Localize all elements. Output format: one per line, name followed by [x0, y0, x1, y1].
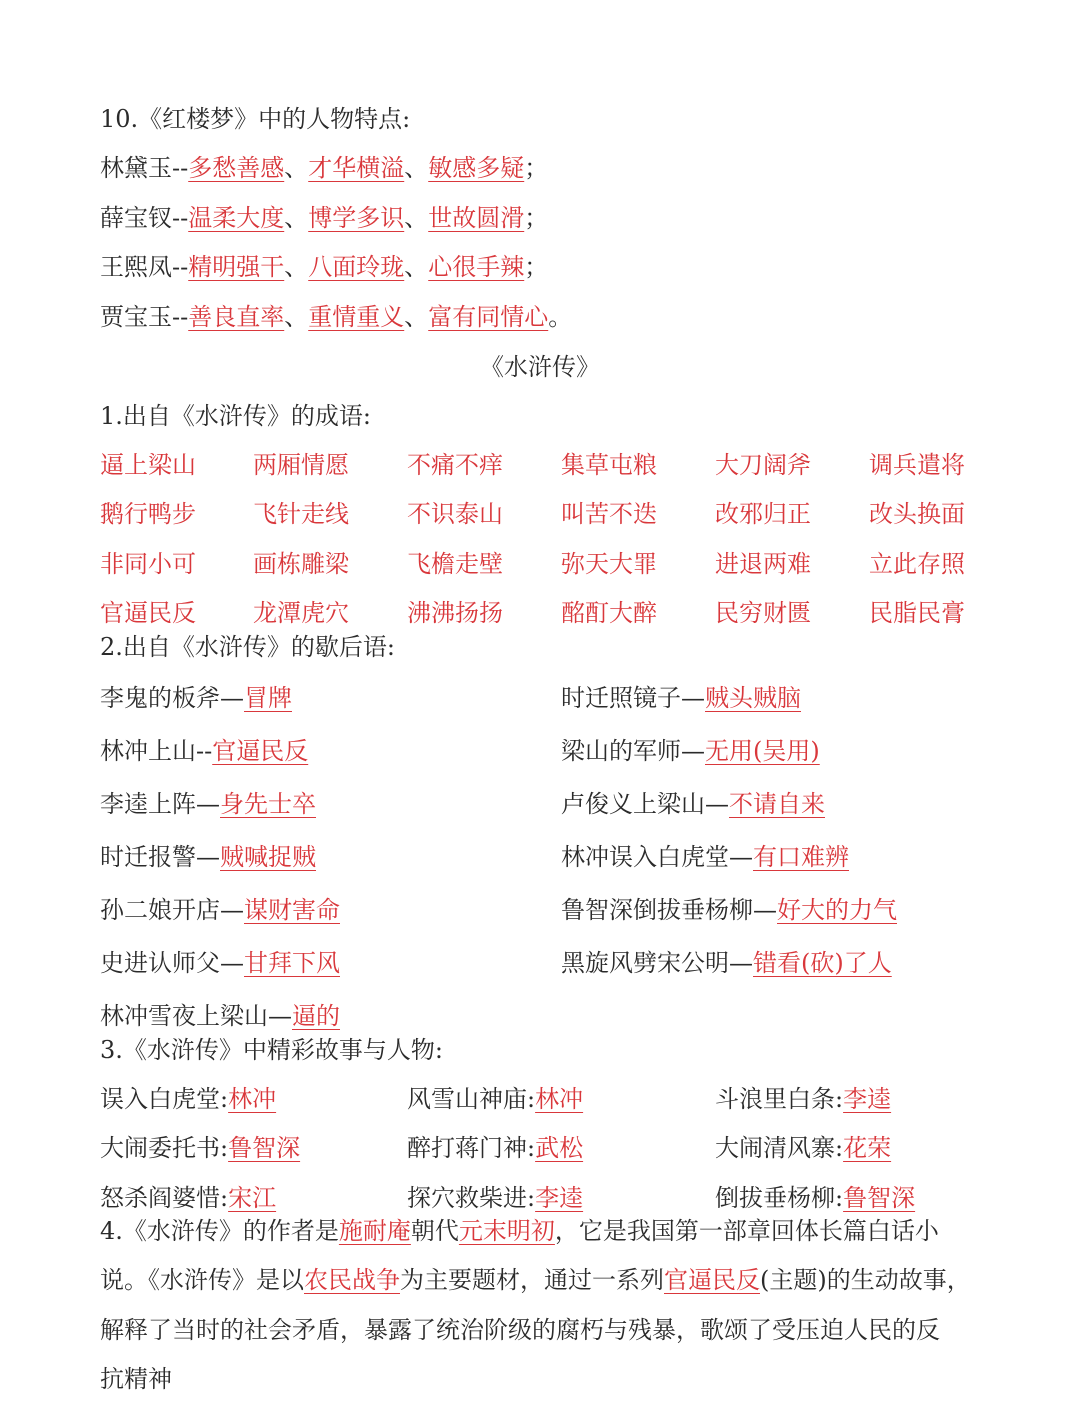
story-title: 倒拔垂杨柳:	[715, 1184, 844, 1212]
idiom: 鹅行鸭步	[100, 500, 196, 528]
answer: 错看(砍)了人	[753, 949, 892, 977]
xiehouyu-item	[561, 683, 801, 713]
xiehouyu-item	[100, 736, 308, 766]
dynasty-answer: 元末明初	[458, 1217, 555, 1245]
trait: 敏感多疑	[428, 154, 525, 182]
idiom: 民穷财匮	[715, 599, 811, 627]
xiehouyu-item	[100, 1001, 340, 1031]
idiom: 非同小可	[100, 550, 196, 578]
text: ，它是我国第一部章回体长篇白话小	[554, 1217, 939, 1245]
trait: 博学多识	[308, 204, 405, 232]
idiom: 弥天大罪	[561, 550, 657, 578]
answer: 谋财害命	[244, 896, 340, 924]
answer: 无用(吴用)	[705, 737, 820, 765]
idiom: 叫苦不迭	[561, 500, 657, 528]
answer: 贼喊捉贼	[220, 843, 316, 871]
story-title: 风雪山神庙:	[407, 1085, 536, 1113]
section10-heading: 10.《红楼梦》中的人物特点:	[100, 105, 411, 133]
idiom: 改邪归正	[715, 500, 811, 528]
idiom: 逼上梁山	[100, 451, 196, 479]
trait: 重情重义	[308, 303, 405, 331]
story-item	[715, 1133, 891, 1163]
story-title: 大闹清风寨:	[715, 1134, 844, 1162]
idioms-heading: 1.出自《水浒传》的成语:	[100, 402, 371, 430]
author-answer: 施耐庵	[338, 1217, 411, 1245]
answer: 甘拜下风	[244, 949, 340, 977]
story-character: 林冲	[535, 1085, 584, 1113]
answer: 好大的力气	[777, 896, 897, 924]
riddle: 黑旋风劈宋公明—	[561, 949, 753, 977]
answer: 贼头贼脑	[705, 684, 801, 712]
separator: 、	[404, 253, 429, 281]
story-title: 误入白虎堂:	[100, 1085, 229, 1113]
subject-answer: 农民战争	[304, 1266, 400, 1294]
stories-heading: 3.《水浒传》中精彩故事与人物:	[100, 1036, 443, 1064]
riddle: 史进认师父—	[100, 949, 244, 977]
riddle: 孙二娘开店—	[100, 896, 244, 924]
trait: 多愁善感	[188, 154, 285, 182]
xiehouyu-item	[561, 736, 820, 766]
paragraph-line: 解释了当时的社会矛盾，暴露了统治阶级的腐朽与残暴，歌颂了受压迫人民的反	[100, 1316, 940, 1344]
character-row	[100, 153, 548, 183]
xiehouyu-item	[100, 948, 340, 978]
character-row	[100, 203, 548, 233]
story-title: 探穴救柴进:	[407, 1184, 536, 1212]
riddle: 卢俊义上梁山—	[561, 790, 729, 818]
trait: 八面玲珑	[308, 253, 405, 281]
story-item	[407, 1183, 583, 1213]
story-character: 林冲	[228, 1085, 277, 1113]
story-item	[100, 1183, 276, 1213]
xiehouyu-item	[561, 789, 825, 819]
idiom: 官逼民反	[100, 599, 196, 627]
xiehouyu-item	[561, 895, 897, 925]
answer: 有口难辨	[753, 843, 849, 871]
character-name: 林黛玉--	[100, 154, 189, 182]
story-item	[407, 1133, 583, 1163]
story-character: 武松	[535, 1134, 584, 1162]
story-item	[407, 1084, 583, 1114]
story-character: 李逵	[843, 1085, 892, 1113]
story-title: 怒杀阎婆惜:	[100, 1184, 229, 1212]
idiom: 集草屯粮	[561, 451, 657, 479]
trait: 世故圆滑	[428, 204, 525, 232]
story-item	[100, 1133, 300, 1163]
riddle: 林冲误入白虎堂—	[561, 843, 753, 871]
idiom: 沸沸扬扬	[407, 599, 503, 627]
text: (主题)的生动故事，	[760, 1266, 971, 1294]
paragraph-line	[100, 1265, 971, 1295]
separator: 、	[404, 303, 429, 331]
idiom: 民脂民膏	[869, 599, 965, 627]
character-row	[100, 302, 572, 332]
punctuation: ；	[524, 204, 549, 232]
character-name: 薛宝钗--	[100, 204, 189, 232]
riddle: 李鬼的板斧—	[100, 684, 244, 712]
answer: 逼的	[292, 1002, 340, 1030]
xiehouyu-item	[100, 895, 340, 925]
story-item	[715, 1084, 891, 1114]
trait: 温柔大度	[188, 204, 285, 232]
xiehouyu-item	[561, 948, 892, 978]
text: 朝代	[410, 1217, 459, 1245]
trait: 富有同情心	[428, 303, 549, 331]
separator: 、	[404, 154, 429, 182]
riddle: 林冲上山--	[100, 737, 213, 765]
separator: 、	[284, 253, 309, 281]
story-title: 醉打蒋门神:	[407, 1134, 536, 1162]
story-character: 宋江	[228, 1184, 277, 1212]
idiom: 龙潭虎穴	[253, 599, 349, 627]
riddle: 时迁报警—	[100, 843, 220, 871]
xiehouyu-item	[100, 683, 292, 713]
riddle: 林冲雪夜上梁山—	[100, 1002, 292, 1030]
separator: 、	[284, 204, 309, 232]
story-character: 鲁智深	[228, 1134, 301, 1162]
text: 说。《水浒传》是以	[100, 1266, 304, 1294]
trait: 精明强干	[188, 253, 285, 281]
separator: 、	[404, 204, 429, 232]
idiom: 飞檐走壁	[407, 550, 503, 578]
character-row	[100, 252, 548, 282]
story-item	[715, 1183, 915, 1213]
story-title: 大闹委托书:	[100, 1134, 229, 1162]
text: 为主要题材，通过一系列	[400, 1266, 664, 1294]
trait: 心很手辣	[428, 253, 525, 281]
character-name: 王熙凤--	[100, 253, 189, 281]
idiom: 改头换面	[869, 500, 965, 528]
idiom: 立此存照	[869, 550, 965, 578]
separator: 、	[284, 303, 309, 331]
theme-answer: 官逼民反	[664, 1266, 760, 1294]
idiom: 大刀阔斧	[715, 451, 811, 479]
idiom: 两厢情愿	[253, 451, 349, 479]
riddle: 梁山的军师—	[561, 737, 705, 765]
paragraph-line: 抗精神	[100, 1365, 172, 1393]
trait: 善良直率	[188, 303, 285, 331]
riddle: 李逵上阵—	[100, 790, 220, 818]
section-title: 《水浒传》	[480, 353, 600, 381]
story-character: 李逵	[535, 1184, 584, 1212]
answer: 身先士卒	[220, 790, 316, 818]
answer: 不请自来	[729, 790, 825, 818]
idiom: 调兵遣将	[869, 451, 965, 479]
idiom: 飞针走线	[253, 500, 349, 528]
punctuation: 。	[548, 303, 573, 331]
xiehouyu-item	[561, 842, 849, 872]
idiom: 不痛不痒	[407, 451, 503, 479]
paragraph-line	[100, 1216, 939, 1246]
story-item	[100, 1084, 276, 1114]
trait: 才华横溢	[308, 154, 405, 182]
story-character: 花荣	[843, 1134, 892, 1162]
separator: 、	[284, 154, 309, 182]
xiehouyu-item	[100, 789, 316, 819]
punctuation: ；	[524, 154, 549, 182]
answer: 官逼民反	[212, 737, 309, 765]
answer: 冒牌	[244, 684, 292, 712]
story-character: 鲁智深	[843, 1184, 916, 1212]
character-name: 贾宝玉--	[100, 303, 189, 331]
riddle: 时迁照镜子—	[561, 684, 705, 712]
idiom: 进退两难	[715, 550, 811, 578]
story-title: 斗浪里白条:	[715, 1085, 844, 1113]
xiehouyu-heading: 2.出自《水浒传》的歇后语:	[100, 633, 395, 661]
xiehouyu-item	[100, 842, 316, 872]
idiom: 酩酊大醉	[561, 599, 657, 627]
riddle: 鲁智深倒拔垂杨柳—	[561, 896, 777, 924]
text: 4.《水浒传》的作者是	[100, 1217, 339, 1245]
idiom: 不识泰山	[407, 500, 503, 528]
idiom: 画栋雕梁	[253, 550, 349, 578]
punctuation: ；	[524, 253, 549, 281]
